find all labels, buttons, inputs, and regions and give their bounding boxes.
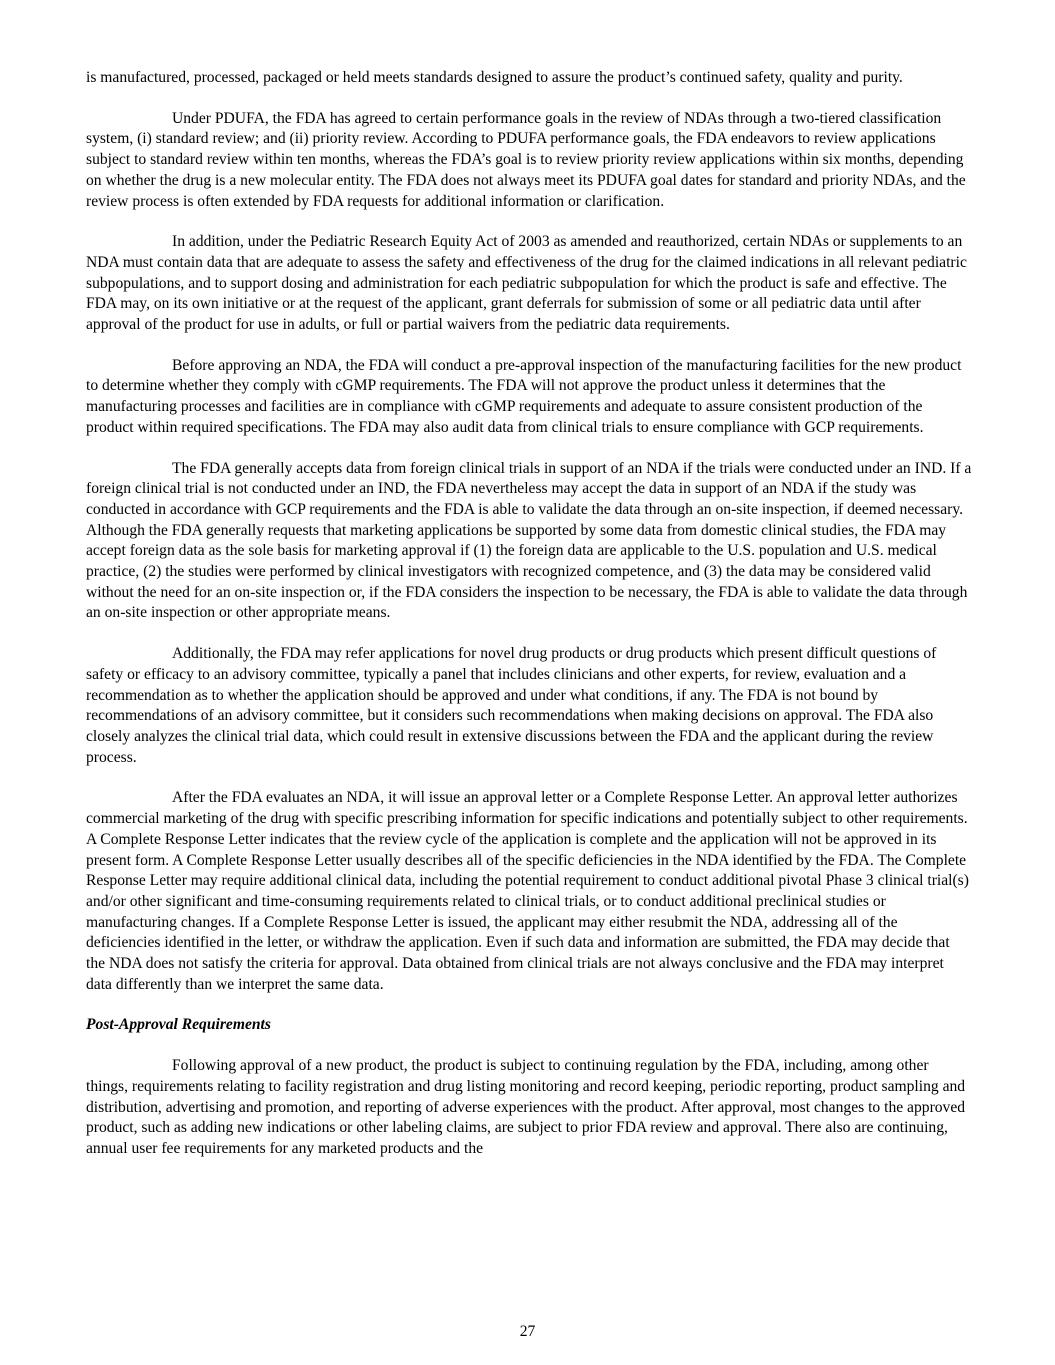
paragraph-foreign-trials: The FDA generally accepts data from foreign clinical trials in support of an NDA if the trials were conducted under an IND. If a foreign clinical trial is not conducted under an IND, the FDA nevertheless may accept the data in support of an NDA if the study was conducted in accordance with GCP requirements and the FDA is able to validate the data through an on-site inspection, if deemed necessary. Although the FDA generally requests that marketing applications be supported by some data from domestic clinical studies, the FDA may accept foreign data as the sole basis for marketing approval if (1) the foreign data are applicable to the U.S. population and U.S. medical practice, (2) the studies were performed by clinical investigators with recognized competence, and (3) the data may be considered valid without the need for an on-site inspection or, if the FDA considers the inspection to be necessary, the FDA is able to validate the data through an on-site inspection or other appropriate means. <box>86 459 972 622</box>
paragraph-pdufa: Under PDUFA, the FDA has agreed to certain performance goals in the review of NDAs through a two-tiered classification system, (i) standard review; and (ii) priority review. According to PDUFA performance goals, the FDA endeavors to review applications subject to standard review within ten months, whereas the FDA’s goal is to review priority review applications within six months, depending on whether the drug is a new molecular entity. The FDA does not always meet its PDUFA goal dates for standard and priority NDAs, and the review process is often extended by FDA requests for additional information or clarification. <box>86 109 966 210</box>
paragraph-complete-response: After the FDA evaluates an NDA, it will issue an approval letter or a Complete Response Letter. An approval letter authorizes commercial marketing of the drug with specific prescribing information for specific indications and potentially subject to other requirements. A Complete Response Letter indicates that the review cycle of the application is complete and the application will not be approved in its present form. A Complete Response Letter usually describes all of the specific deficiencies in the NDA identified by the FDA. The Complete Response Letter may require additional clinical data, including the potential requirement to conduct additional pivotal Phase 3 clinical trial(s) and/or other significant and time-consuming requirements related to clinical trials, or to conduct additional preclinical studies or manufacturing changes. If a Complete Response Letter is issued, the applicant may either resubmit the NDA, addressing all of the deficiencies identified in the letter, or withdraw the application. Even if such data and information are submitted, the FDA may decide that the NDA does not satisfy the criteria for approval. Data obtained from clinical trials are not always conclusive and the FDA may interpret data differently than we interpret the same data. <box>86 789 969 993</box>
paragraph-inspection: Before approving an NDA, the FDA will conduct a pre-approval inspection of the manufacturing facilities for the new product to determine whether they comply with cGMP requirements. The FDA will not approve the product unless it determines that the manufacturing processes and facilities are in compliance with cGMP requirements and adequate to assure consistent production of the product within required specifications. The FDA may also audit data from clinical trials to ensure compliance with GCP requirements. <box>86 356 962 436</box>
section-heading: Post-Approval Requirements <box>86 1016 271 1034</box>
paragraph-continued: is manufactured, processed, packaged or held meets standards designed to assure the product’s continued safety, quality and purity. <box>86 69 903 86</box>
paragraph-pediatric: In addition, under the Pediatric Research Equity Act of 2003 as amended and reauthorized, certain NDAs or supplements to an NDA must contain data that are adequate to assess the safety and effectiveness of the drug for the claimed indications in all relevant pediatric subpopulations, and to support dosing and administration for each pediatric subpopulation for which the product is safe and effective. The FDA may, on its own initiative or at the request of the applicant, grant deferrals for submission of some or all pediatric data until after approval of the product for use in adults, or full or partial waivers from the pediatric data requirements. <box>86 233 967 334</box>
page-number: 27 <box>519 1323 536 1340</box>
document-page <box>86 68 972 1180</box>
paragraph-advisory-committee: Additionally, the FDA may refer applications for novel drug products or drug products which present difficult questions of safety or efficacy to an advisory committee, typically a panel that includes clinicians and other experts, for review, evaluation and a recommendation as to whether the application should be approved and under what conditions, if any. The FDA is not bound by recommendations of an advisory committee, but it considers such recommendations when making decisions on approval. The FDA also closely analyzes the clinical trial data, which could result in extensive discussions between the FDA and the applicant during the review process. <box>86 645 937 766</box>
paragraph-post-approval: Following approval of a new product, the product is subject to continuing regulation by the FDA, including, among other things, requirements relating to facility registration and drug listing monitoring and record keeping, periodic reporting, product sampling and distribution, advertising and promotion, and reporting of adverse experiences with the product. After approval, most changes to the approved product, such as adding new indications or other labeling claims, are subject to prior FDA review and approval. There also are continuing, annual user fee requirements for any marketed products and the <box>86 1057 966 1157</box>
